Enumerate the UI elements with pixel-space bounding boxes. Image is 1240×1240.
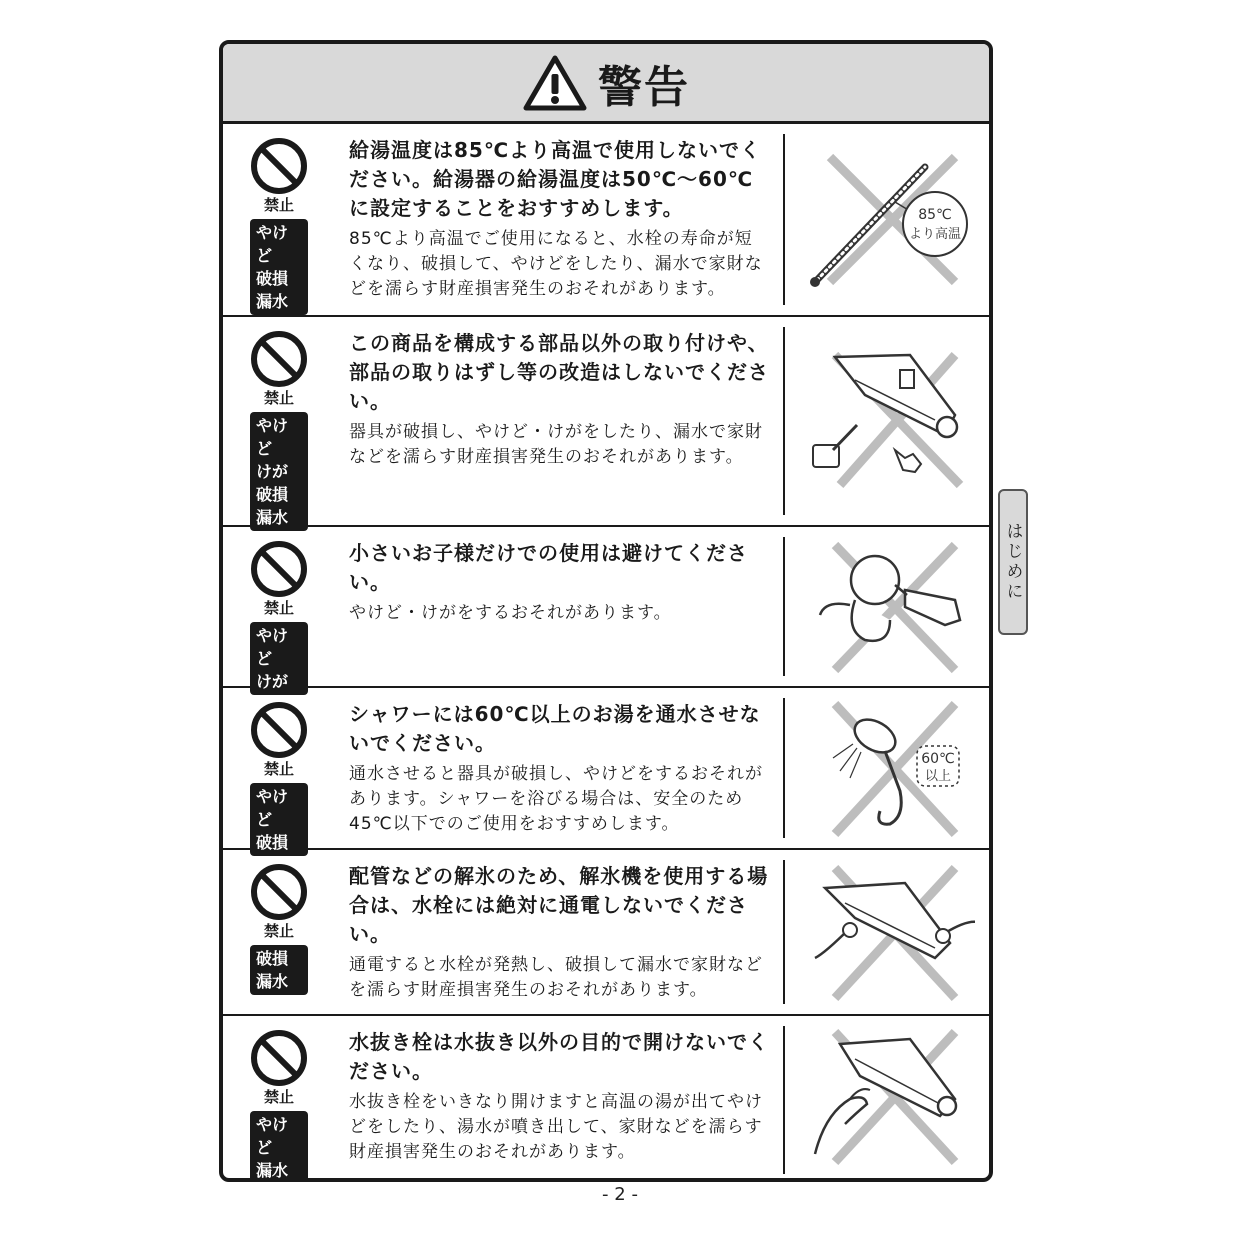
column-divider (783, 327, 785, 515)
warning-body: 通電すると水栓が発熱し、破損して漏水で家財などを濡らす財産損害発生のおそれがあります。 (349, 955, 763, 1000)
hazard-tags: やけど 漏水 (250, 1111, 308, 1182)
warning-item-hot-water-temperature (223, 124, 989, 317)
prohibition-label: 禁止 (263, 599, 294, 617)
hazard-tags: やけど けが (250, 622, 308, 695)
warning-body: 85℃より高温でご使用になると、水栓の寿命が短くなり、破損して、やけどをしたり、漏水で家財などを濡らす財産損害発生のおそれがあります。 (349, 229, 763, 299)
shower-head-illustration (795, 696, 975, 844)
warning-title: 警告 (598, 61, 690, 113)
warning-header (223, 44, 989, 124)
prohibition-icon (249, 539, 309, 599)
warning-frame (219, 40, 993, 1182)
column-divider (783, 1026, 785, 1174)
column-divider (783, 860, 785, 1004)
prohibition-icon (249, 1028, 309, 1088)
hand-opening-drain-illustration (795, 1024, 975, 1174)
prohibition-icon (249, 700, 309, 760)
warning-heading: この商品を構成する部品以外の取り付けや、部品の取りはずし等の改造はしないでください。 (349, 331, 769, 413)
thermometer-illustration (795, 132, 975, 307)
child-with-faucet-illustration (795, 535, 975, 680)
prohibition-label: 禁止 (263, 760, 294, 778)
hazard-tags: やけど 破損 (250, 783, 308, 856)
prohibition-marker (241, 136, 317, 315)
warning-item-children (223, 527, 989, 691)
hazard-tags: やけど けが 破損 漏水 (250, 412, 308, 531)
prohibition-marker (241, 539, 317, 695)
warning-item-thawing-machine (223, 850, 989, 1016)
hazard-tags: 破損 漏水 (250, 945, 308, 995)
warning-body: 通水させると器具が破損し、やけどをするおそれがあります。シャワーを浴びる場合は、安全のため45℃以下でのご使用をおすすめします。 (349, 764, 763, 834)
prohibition-label: 禁止 (263, 196, 294, 214)
temperature-note: より高温 (908, 227, 962, 242)
prohibition-label: 禁止 (263, 1088, 294, 1106)
warning-item-drain-plug (223, 1016, 989, 1182)
column-divider (783, 537, 785, 676)
section-tab-label: はじめに (1002, 522, 1023, 602)
warning-body: 器具が破損し、やけど・けがをしたり、漏水で家財などを濡らす財産損害発生のおそれがあります。 (349, 422, 763, 467)
hazard-tags: やけど 破損 漏水 (250, 219, 308, 315)
warning-body: やけど・けがをするおそれがあります。 (349, 603, 672, 623)
prohibition-marker (241, 1028, 317, 1182)
prohibition-icon (249, 136, 309, 196)
temperature-label: 60℃ (921, 751, 955, 767)
prohibition-icon (249, 329, 309, 389)
page-number: - 2 - (602, 1184, 638, 1205)
warning-heading: 配管などの解氷のため、解氷機を使用する場合は、水栓には絶対に通電しないでください。 (349, 864, 769, 946)
warning-item-modification (223, 317, 989, 527)
prohibition-label: 禁止 (263, 922, 294, 940)
faucet-with-tools-illustration (795, 325, 975, 515)
temperature-label: 85℃ (918, 207, 952, 223)
warning-item-shower-temperature (223, 688, 989, 850)
column-divider (783, 134, 785, 305)
prohibition-marker (241, 329, 317, 531)
column-divider (783, 698, 785, 838)
prohibition-marker (241, 862, 317, 995)
warning-heading: 小さいお子様だけでの使用は避けてください。 (349, 541, 748, 594)
warning-heading: 水抜き栓は水抜き以外の目的で開けないでください。 (349, 1030, 769, 1083)
warning-body: 水抜き栓をいきなり開けますと高温の湯が出てやけどをしたり、湯水が噴き出して、家財などを濡らす財産損害発生のおそれがあります。 (349, 1092, 763, 1162)
warning-heading: 給湯温度は85℃より高温で使用しないでください。給湯器の給湯温度は50℃～60℃に設定することをおすすめします。 (349, 138, 762, 220)
temperature-note: 以上 (924, 769, 952, 784)
warning-triangle-icon (522, 54, 588, 112)
prohibition-marker (241, 700, 317, 856)
faucet-with-cables-illustration (795, 858, 975, 1010)
warning-heading: シャワーには60℃以上のお湯を通水させないでください。 (349, 702, 761, 755)
prohibition-label: 禁止 (263, 389, 294, 407)
section-tab-introduction[interactable] (998, 489, 1028, 635)
prohibition-icon (249, 862, 309, 922)
